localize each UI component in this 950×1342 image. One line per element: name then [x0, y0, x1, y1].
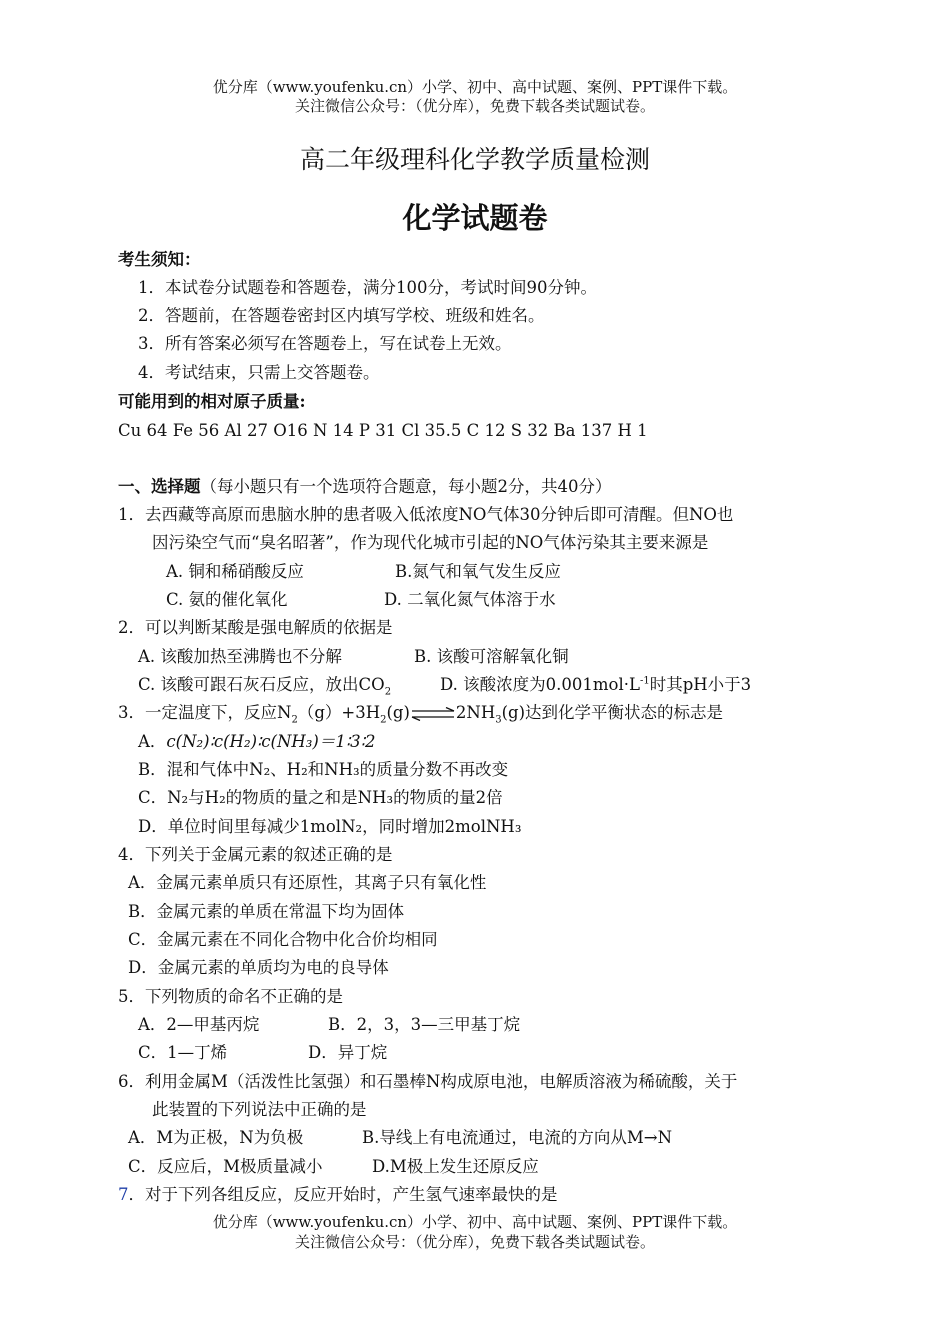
q6-stem-line-1: 6．利用金属M（活泼性比氢强）和石墨棒N构成原电池，电解质溶液为稀硫酸，关于 — [118, 1072, 738, 1091]
q5-option-a: A．2—甲基丙烷 — [138, 1015, 260, 1034]
q6-option-c: C．反应后，M极质量减小 — [128, 1157, 323, 1176]
q3-stem-part-2: （g）+3H — [297, 703, 381, 722]
q3-stem — [118, 702, 723, 724]
q3-option-c: C．N₂与H₂的物质的量之和是NH₃的物质的量2倍 — [138, 788, 503, 807]
q6-stem-line-2: 此装置的下列说法中正确的是 — [152, 1100, 367, 1119]
q3-stem-sub-2: 2 — [380, 714, 387, 726]
q5-option-c: C．1—丁烯 — [138, 1043, 228, 1062]
q5-option-b: B．2，3，3—三甲基丁烷 — [328, 1015, 521, 1034]
q1-option-d: D. 二氧化氮气体溶于水 — [384, 590, 556, 609]
footer-line-1: 优分库（www.youfenku.cn）小学、初中、高中试题、案例、PPT课件下载。 — [212, 1213, 738, 1231]
q4-option-d: D．金属元素的单质均为电的良导体 — [128, 958, 389, 977]
q2-option-d — [440, 674, 751, 696]
header-line-2: 关注微信公众号：（优分库），免费下载各类试题试卷。 — [294, 97, 655, 115]
q3-option-a-text: c(N₂)∶c(H₂)∶c(NH₃)＝1∶3∶2 — [166, 732, 376, 751]
q1-stem-line-1: 1．去西藏等高原而患脑水肿的患者吸入低浓度NO气体30分钟后即可清醒。但NO也 — [118, 505, 734, 524]
notice-item-3: 3．所有答案必须写在答题卷上，写在试卷上无效。 — [138, 334, 512, 353]
q3-option-a — [138, 731, 375, 753]
q3-option-a-label: A． — [138, 732, 167, 751]
notice-heading: 考生须知： — [118, 250, 201, 269]
q6-option-a: A．M为正极，N为负极 — [128, 1128, 304, 1147]
q1-option-a: A. 铜和稀硝酸反应 — [166, 562, 304, 581]
q2-option-c — [138, 674, 391, 696]
notice-item-1: 1．本试卷分试题卷和答题卷，满分100分，考试时间90分钟。 — [138, 278, 597, 297]
q2-option-b: B. 该酸可溶解氧化铜 — [414, 647, 569, 666]
header-line-1: 优分库（www.youfenku.cn）小学、初中、高中试题、案例、PPT课件下载。 — [212, 78, 738, 96]
atomic-mass-heading: 可能用到的相对原子质量: — [118, 392, 306, 411]
q3-stem-part-5: (g)达到化学平衡状态的标志是 — [501, 703, 724, 722]
q5-stem: 5．下列物质的命名不正确的是 — [118, 987, 343, 1006]
q3-stem-sub-1: 2 — [291, 714, 298, 726]
q6-option-d: D.M极上发生还原反应 — [372, 1157, 539, 1176]
footer-line-2: 关注微信公众号：（优分库），免费下载各类试题试卷。 — [294, 1233, 655, 1251]
q1-option-b: B.氮气和氧气发生反应 — [395, 562, 561, 581]
q7-stem-text: ．对于下列各组反应，反应开始时，产生氢气速率最快的是 — [128, 1185, 558, 1204]
section-1-title: 一、选择题 — [118, 477, 201, 496]
q7-number: 7 — [118, 1185, 129, 1204]
q3-option-d: D．单位时间里每减少1molN₂，同时增加2molNH₃ — [138, 817, 522, 836]
exam-subtitle: 化学试题卷 — [402, 201, 548, 235]
atomic-mass-values: Cu 64 Fe 56 Al 27 O16 N 14 P 31 Cl 35.5 C 12 S 32 Ba 137 H 1 — [118, 421, 648, 440]
q1-stem-line-2: 因污染空气而“臭名昭著”，作为现代化城市引起的NO气体污染其主要来源是 — [152, 533, 709, 552]
q7-stem — [118, 1184, 558, 1206]
q3-stem-part-4: 2NH — [455, 703, 496, 722]
q2-option-d-sup: -1 — [639, 675, 650, 687]
q3-option-b: B．混和气体中N₂、H₂和NH₃的质量分数不再改变 — [138, 760, 509, 779]
q3-stem-part-1: 3．一定温度下，反应N — [118, 703, 292, 722]
q2-option-c-sub: 2 — [384, 686, 392, 698]
q4-option-c: C．金属元素在不同化合物中化合价均相同 — [128, 930, 438, 949]
q4-option-b: B．金属元素的单质在常温下均为固体 — [128, 902, 405, 921]
equilibrium-arrow-icon — [410, 707, 456, 721]
notice-item-2: 2．答题前，在答题卷密封区内填写学校、班级和姓名。 — [138, 306, 545, 325]
q2-option-c-text: C. 该酸可跟石灰石反应，放出CO — [138, 675, 385, 694]
section-1-note: （每小题只有一个选项符合题意，每小题2分，共40分） — [200, 477, 612, 496]
q2-option-d-text: D. 该酸浓度为0.001mol·L — [440, 675, 640, 694]
q2-option-a: A. 该酸加热至沸腾也不分解 — [138, 647, 342, 666]
notice-item-4: 4．考试结束，只需上交答题卷。 — [138, 363, 380, 382]
section-1-heading — [118, 476, 612, 498]
q5-option-d: D．异丁烷 — [308, 1043, 388, 1062]
q1-option-c: C. 氨的催化氧化 — [166, 590, 288, 609]
q4-option-a: A．金属元素单质只有还原性，其离子只有氧化性 — [128, 873, 487, 892]
q6-option-b: B.导线上有电流通过，电流的方向从M→N — [362, 1128, 673, 1147]
q4-stem: 4．下列关于金属元素的叙述正确的是 — [118, 845, 393, 864]
q3-stem-sub-3: 3 — [495, 714, 502, 726]
exam-title: 高二年级理科化学教学质量检测 — [299, 145, 650, 174]
q2-stem: 2．可以判断某酸是强电解质的依据是 — [118, 618, 393, 637]
q3-stem-part-3: (g) — [386, 703, 410, 722]
q2-option-d-tail: 时其pH小于3 — [649, 675, 752, 694]
